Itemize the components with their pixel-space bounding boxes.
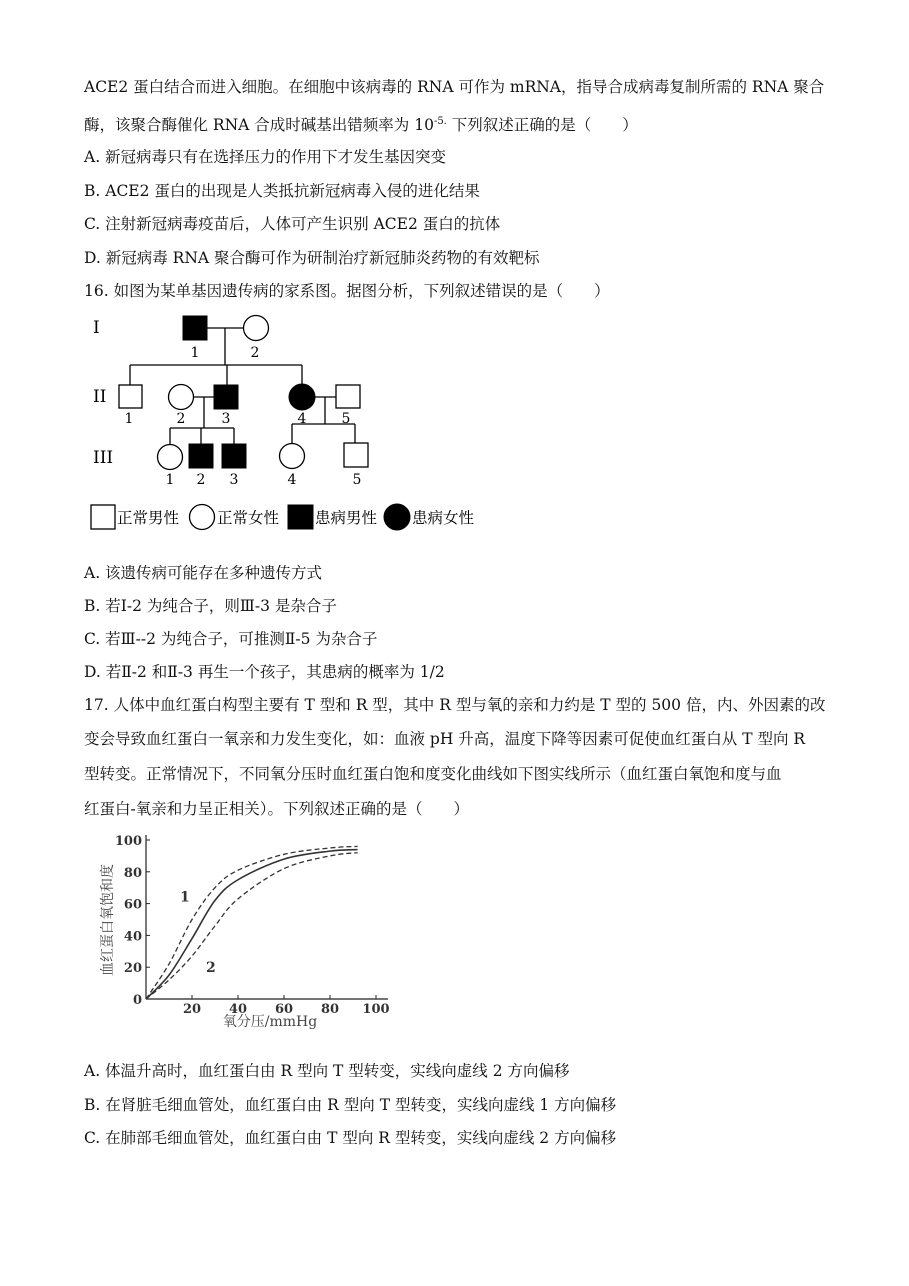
q16-option-c: C. 若Ⅲ--2 为纯合子，可推测Ⅱ-5 为杂合子 bbox=[84, 630, 378, 648]
q15-option-d: D. 新冠病毒 RNA 聚合酶可作为研制治疗新冠肺炎药物的有效靶标 bbox=[84, 249, 540, 267]
label-III-1: 1 bbox=[165, 472, 175, 488]
label-III-5: 5 bbox=[352, 472, 362, 488]
q17-option-c: C. 在肺部毛细血管处，血红蛋白由 T 型向 R 型转变，实线向虚线 2 方向偏移 bbox=[84, 1129, 617, 1147]
q15-stem-question: 下列叙述正确的是（ ） bbox=[446, 116, 638, 135]
q15-option-b: B. ACE2 蛋白的出现是人类抵抗新冠病毒入侵的进化结果 bbox=[84, 182, 480, 200]
curve-label-1: 1 bbox=[180, 889, 190, 906]
label-II-5: 5 bbox=[341, 411, 351, 427]
label-III-2: 2 bbox=[196, 472, 206, 488]
generation-label-I: I bbox=[93, 318, 100, 338]
x-tick-label: 100 bbox=[362, 1002, 390, 1017]
legend-normal-female-icon bbox=[190, 505, 215, 530]
q16-option-b: B. 若Ⅰ-2 为纯合子，则Ⅲ-3 是杂合子 bbox=[84, 597, 337, 615]
y-tick-label: 100 bbox=[114, 834, 142, 849]
q17-option-a: A. 体温升高时，血红蛋白由 R 型向 T 型转变，实线向虚线 2 方向偏移 bbox=[84, 1062, 570, 1080]
q17-option-b: B. 在肾脏毛细血管处，血红蛋白由 R 型向 T 型转变，实线向虚线 1 方向偏移 bbox=[84, 1096, 617, 1114]
curve-dashed-1 bbox=[146, 846, 358, 999]
label-II-3: 3 bbox=[221, 411, 231, 427]
x-axis-label: 氧分压/mmHg bbox=[222, 1014, 318, 1030]
q16-option-a: A. 该遗传病可能存在多种遗传方式 bbox=[84, 564, 323, 582]
pedigree-III-1 bbox=[158, 445, 183, 470]
pedigree-III-3 bbox=[222, 444, 246, 468]
legend-affected-female-icon bbox=[384, 504, 410, 530]
curve-label-2: 2 bbox=[206, 960, 216, 977]
x-tick-label: 20 bbox=[182, 1002, 202, 1017]
pedigree-chart bbox=[0, 300, 909, 540]
label-II-1: 1 bbox=[124, 411, 134, 427]
pedigree-III-5 bbox=[344, 443, 368, 467]
pedigree-I-1 bbox=[183, 316, 207, 340]
label-III-4: 4 bbox=[287, 472, 297, 488]
x-tick-label: 40 bbox=[228, 1002, 248, 1017]
label-II-2: 2 bbox=[176, 411, 186, 427]
curve-solid bbox=[146, 850, 358, 999]
y-tick-label: 20 bbox=[123, 961, 142, 977]
y-tick-label: 0 bbox=[132, 993, 142, 1008]
legend-affected-male-icon bbox=[288, 505, 313, 529]
q16-stem: 16. 如图为某单基因遗传病的家系图。据图分析，下列叙述错误的是（ ） bbox=[84, 282, 610, 300]
q15-option-c: C. 注射新冠病毒疫苗后，人体可产生识别 ACE2 蛋白的抗体 bbox=[84, 215, 501, 233]
q15-exponent: -5. bbox=[433, 116, 447, 127]
legend-normal-male: 正常男性 bbox=[117, 509, 180, 527]
q15-stem-text: 酶，该聚合酶催化 RNA 合成时碱基出错频率为 10 bbox=[84, 116, 434, 135]
q17-stem-line-1: 17. 人体中血红蛋白构型主要有 T 型和 R 型，其中 R 型与氧的亲和力约是 T 型的 500 倍，内、外因素的改 bbox=[84, 696, 826, 714]
legend-normal-female: 正常女性 bbox=[217, 509, 280, 527]
y-axis-label: 血红蛋白氧饱和度 bbox=[100, 864, 116, 976]
curve-dashed-2 bbox=[146, 853, 358, 999]
q17-stem-line-2: 变会导致血红蛋白一氧亲和力发生变化，如：血液 pH 升高，温度下降等因素可促使血红蛋白从 T 型向 R bbox=[84, 730, 806, 748]
pedigree-II-2 bbox=[169, 385, 194, 410]
pedigree-II-5 bbox=[336, 385, 360, 408]
y-tick-label: 80 bbox=[123, 865, 142, 881]
x-tick-label: 60 bbox=[274, 1002, 294, 1017]
y-tick-label: 40 bbox=[123, 929, 142, 945]
generation-label-III: III bbox=[93, 448, 114, 468]
generation-label-II: II bbox=[93, 387, 107, 407]
x-tick-label: 80 bbox=[320, 1002, 340, 1017]
label-II-4: 4 bbox=[297, 411, 307, 427]
q16-option-d: D. 若Ⅱ-2 和Ⅱ-3 再生一个孩子，其患病的概率为 1/2 bbox=[84, 663, 445, 681]
label-I-1: 1 bbox=[190, 345, 200, 361]
pedigree-III-4 bbox=[280, 444, 305, 469]
legend-affected-male: 患病男性 bbox=[315, 509, 378, 527]
pedigree-I-2 bbox=[244, 316, 269, 341]
label-I-2: 2 bbox=[250, 345, 260, 361]
q17-stem-line-3: 型转变。正常情况下，不同氧分压时血红蛋白饱和度变化曲线如下图实线所示（血红蛋白氧饱和度与血 bbox=[84, 765, 782, 783]
q17-stem-line-4: 红蛋白-氧亲和力呈正相关）。下列叙述正确的是（ ） bbox=[84, 800, 469, 818]
pedigree-II-1 bbox=[119, 385, 142, 408]
legend-normal-male-icon bbox=[91, 505, 115, 529]
oxygen-saturation-chart bbox=[0, 820, 909, 1035]
q15-stem-line-1: ACE2 蛋白结合而进入细胞。在细胞中该病毒的 RNA 可作为 mRNA，指导合成病毒复制所需的 RNA 聚合 bbox=[84, 78, 825, 96]
y-tick-label: 60 bbox=[123, 897, 142, 913]
pedigree-II-4 bbox=[289, 384, 315, 410]
pedigree-III-2 bbox=[189, 444, 213, 468]
q15-stem-line-2 bbox=[84, 111, 638, 136]
pedigree-II-3 bbox=[214, 385, 238, 409]
label-III-3: 3 bbox=[229, 472, 239, 488]
q15-option-a: A. 新冠病毒只有在选择压力的作用下才发生基因突变 bbox=[84, 148, 447, 166]
legend-affected-female: 患病女性 bbox=[412, 509, 475, 527]
